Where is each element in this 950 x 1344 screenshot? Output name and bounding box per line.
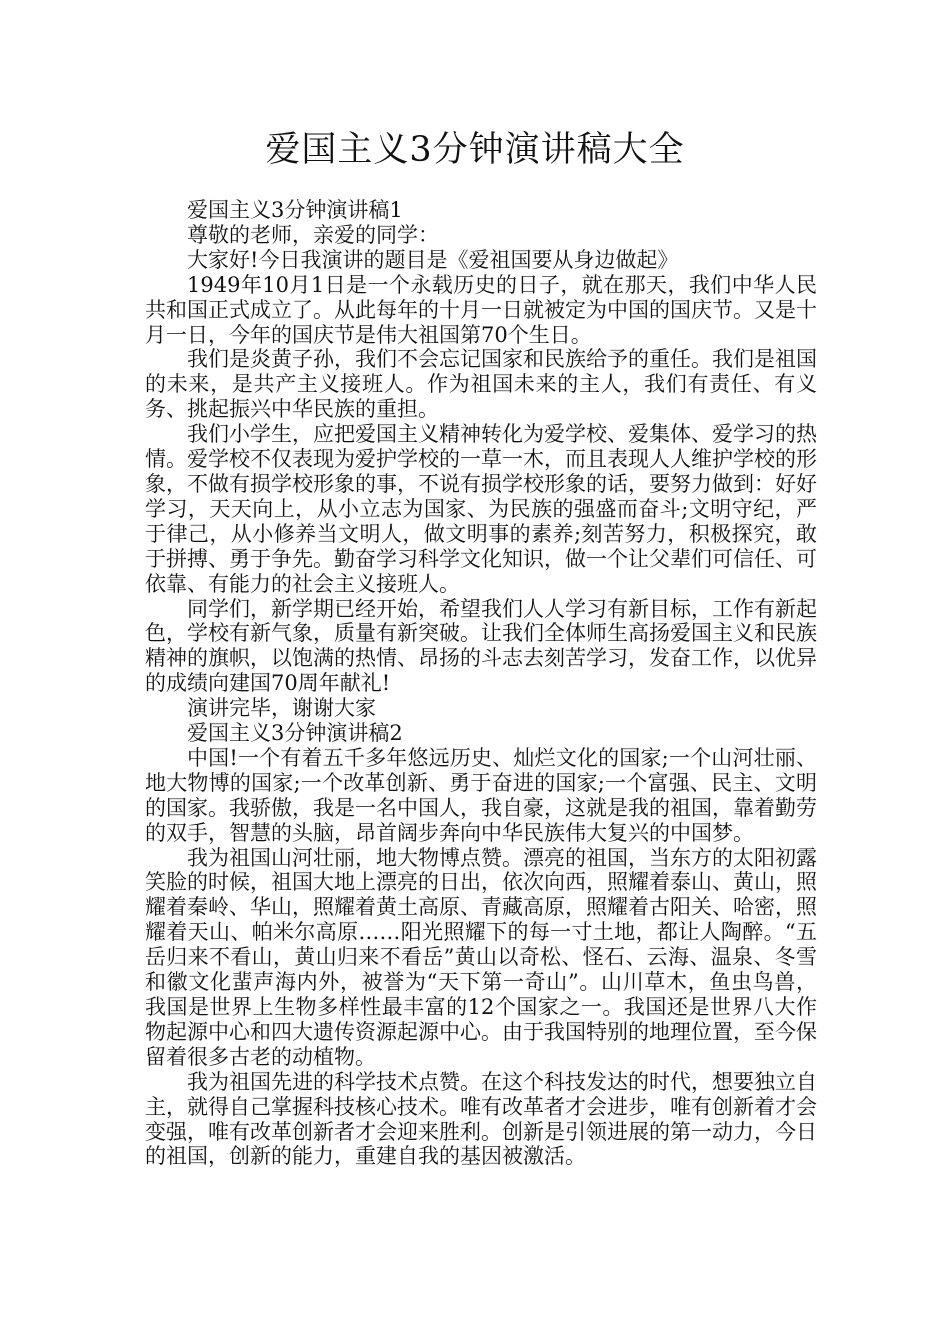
document-title: 爱国主义3分钟演讲稿大全 xyxy=(265,130,685,170)
heading-speech-2: 爱国主义3分钟演讲稿2 xyxy=(187,721,403,746)
paragraph: 我为祖国山河壮丽，地大物博点赞。漂亮的祖国，当东方的太阳初露笑脸的时候，祖国大地上漂亮的日出，依次向西，照耀着泰山、黄山，照耀着秦岭、华山，照耀着黄土高原、青藏高原，照耀着古阳关、哈密，照耀着天山、帕米尔高原……阳光照耀下的每一寸土地，都让人陶醉。“五岳归来不看山，黄山归来不看岳”黄山以奇松、怪石、云海、温泉、冬雪和徽文化蜚声海内外，被誉为“天下第一奇山”。山川草木，鱼虫鸟兽，我国是世界上生物多样性最丰富的12个国家之一。我国还是世界八大作物起源中心和四大遗传资源起源中心。由于我国特别的地理位置，至今保留着很多古老的动植物。 xyxy=(145,845,817,1069)
closing-line: 演讲完毕，谢谢大家 xyxy=(187,696,376,721)
paragraph: 我们小学生，应把爱国主义精神转化为爱学校、爱集体、爱学习的热情。爱学校不仅表现为爱护学校的一草一木，而且表现人人维护学校的形象，不做有损学校形象的事，不说有损学校形象的话，要努力做到：好好学习，天天向上，从小立志为国家、为民族的强盛而奋斗;文明守纪，严于律己，从小修养当文明人，做文明事的素养;刻苦努力，积极探究，敢于拼搏、勇于争先。勤奋学习科学文化知识，做一个让父辈们可信任、可依靠、有能力的社会主义接班人。 xyxy=(145,422,817,596)
paragraph: 1949年10月1日是一个永载历史的日子，就在那天，我们中华人民共和国正式成立了。从此每年的十月一日就被定为中国的国庆节。又是十月一日，今年的国庆节是伟大祖国第70个生日。 xyxy=(145,272,817,347)
greeting: 大家好!今日我演讲的题目是《爱祖国要从身边做起》 xyxy=(187,247,679,272)
paragraph: 我们是炎黄子孙，我们不会忘记国家和民族给予的重任。我们是祖国的未来，是共产主义接班人。作为祖国未来的主人，我们有责任、有义务、挑起振兴中华民族的重担。 xyxy=(145,347,817,422)
paragraph: 我为祖国先进的科学技术点赞。在这个科技发达的时代，想要独立自主，就得自己掌握科技核心技术。唯有改革者才会进步，唯有创新着才会变强，唯有改革创新者才会迎来胜利。创新是引领进展的第一动力，今日的祖国，创新的能力，重建自我的基因被激活。 xyxy=(145,1069,817,1169)
document-body xyxy=(145,198,817,1169)
paragraph: 同学们，新学期已经开始，希望我们人人学习有新目标，工作有新起色，学校有新气象，质量有新突破。让我们全体师生高扬爱国主义和民族精神的旗帜，以饱满的热情、昂扬的斗志去刻苦学习，发奋工作，以优异的成绩向建国70周年献礼! xyxy=(145,596,817,696)
heading-speech-1: 爱国主义3分钟演讲稿1 xyxy=(187,198,403,222)
salutation: 尊敬的老师，亲爱的同学： xyxy=(187,222,439,247)
paragraph: 中国!一个有着五千多年悠远历史、灿烂文化的国家;一个山河壮丽、地大物博的国家;一个改革创新、勇于奋进的国家;一个富强、民主、文明的国家。我骄傲，我是一名中国人，我自豪，这就是我的祖国，靠着勤劳的双手，智慧的头脑，昂首阔步奔向中华民族伟大复兴的中国梦。 xyxy=(145,745,817,845)
